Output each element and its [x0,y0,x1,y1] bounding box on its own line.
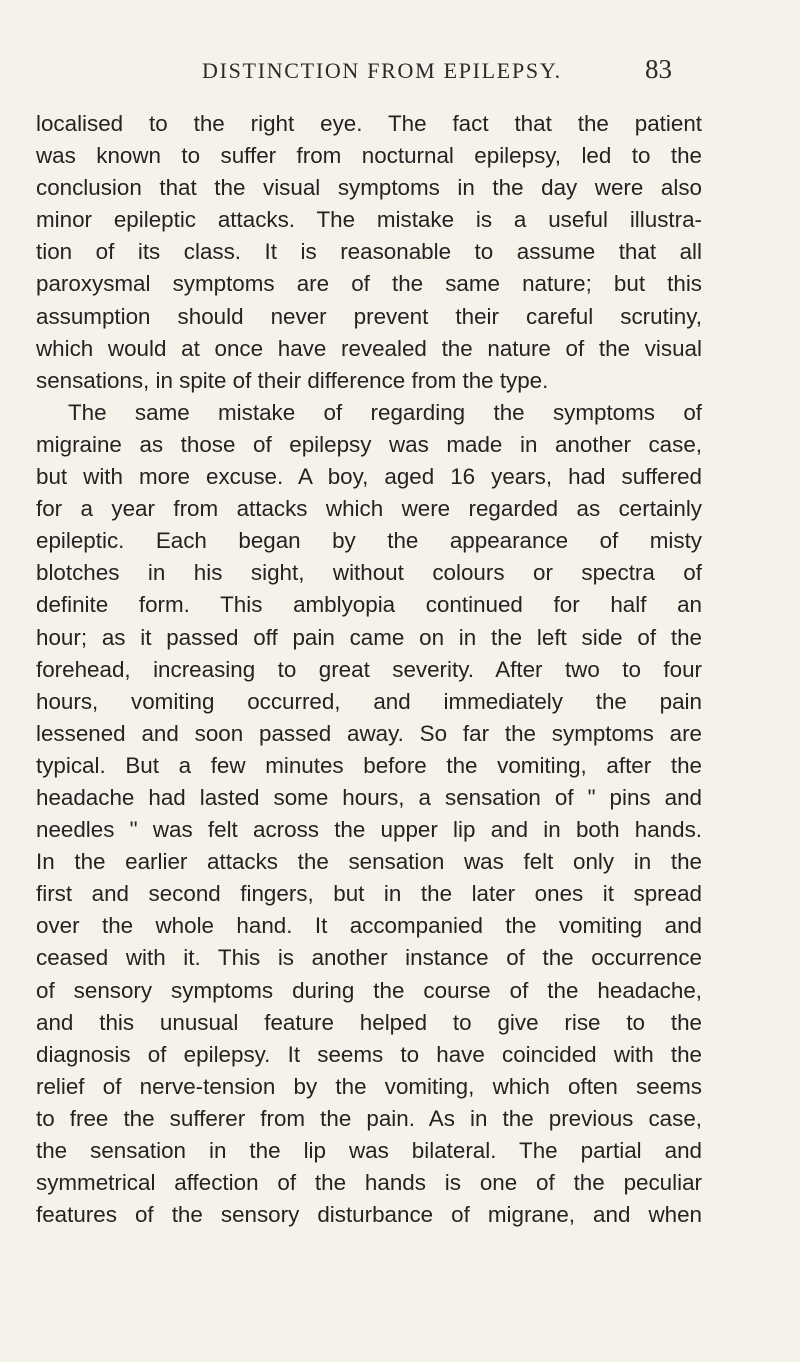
text-line: of sensory symptoms during the course of the headache, [36,977,702,1003]
text-line: features of the sensory disturbance of migrane, and when [36,1202,702,1228]
text-line: hour; as it passed off pain came on in the left side of the [36,624,702,650]
text-line: headache had lasted some hours, a sensation of " pins and [36,784,702,810]
text-line: typical. But a few minutes before the vomiting, after the [36,752,702,778]
text-line: for a year from attacks which were regarded as certainly [36,496,702,522]
text-line: relief of nerve-tension by the vomiting, which often seems [36,1073,702,1099]
text-line: the sensation in the lip was bilateral. The partial and [36,1138,702,1163]
text-line: over the whole hand. It accompanied the vomiting and [36,913,702,939]
text-line: conclusion that the visual symptoms in the day were also [36,175,702,201]
text-line: needles " was felt across the upper lip and in both hands. [36,817,702,843]
text-line: migraine as those of epilepsy was made in another case, [36,431,702,457]
text-line: lessened and soon passed away. So far the symptoms are [36,720,702,746]
text-line: The same mistake of regarding the symptoms of [68,399,702,425]
text-line: paroxysmal symptoms are of the same nature; but this [36,271,702,297]
text-line: which would at once have revealed the nature of the visual [36,335,702,361]
text-line: definite form. This amblyopia continued for half an [36,592,702,618]
text-line: sensations, in spite of their difference from the type. [36,367,549,393]
body-text [36,108,702,1231]
running-title: DISTINCTION FROM EPILEPSY. [202,58,562,83]
text-line: assumption should never prevent their careful scrutiny, [36,303,702,329]
text-line: forehead, increasing to great severity. After two to four [36,656,702,682]
text-line: symmetrical affection of the hands is one of the peculiar [36,1170,702,1196]
text-line: minor epileptic attacks. The mistake is a useful illustra- [36,207,702,233]
text-line: In the earlier attacks the sensation was felt only in the [36,849,702,875]
text-line: blotches in his sight, without colours or spectra of [36,560,702,586]
text-line: localised to the right eye. The fact that the patient [36,111,702,136]
running-head [0,54,800,90]
text-line: first and second fingers, but in the later ones it spread [36,881,702,907]
text-line: but with more excuse. A boy, aged 16 years, had suffered [36,464,702,490]
text-line: to free the sufferer from the pain. As in the previous case, [36,1105,702,1131]
text-line: tion of its class. It is reasonable to assume that all [36,239,702,265]
text-line: and this unusual feature helped to give rise to the [36,1009,702,1035]
text-line: was known to suffer from nocturnal epilepsy, led to the [36,143,702,169]
page-number: 83 [645,54,672,84]
text-line: epileptic. Each began by the appearance of misty [36,528,702,554]
text-line: diagnosis of epilepsy. It seems to have coincided with the [36,1041,702,1067]
text-line: hours, vomiting occurred, and immediately the pain [36,688,702,714]
text-line: ceased with it. This is another instance of the occurrence [36,945,702,971]
